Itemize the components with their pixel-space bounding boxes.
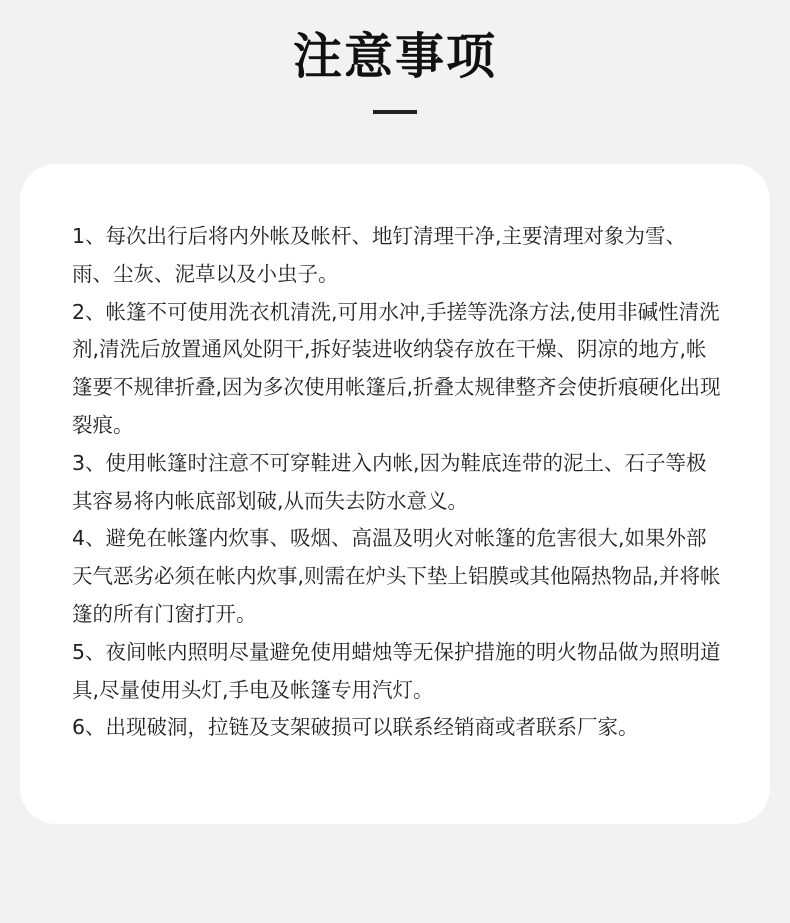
note-item-5: 5、夜间帐内照明尽量避免使用蜡烛等无保护措施的明火物品做为照明道具,尽量使用头灯,手电及帐篷专用汽灯。 xyxy=(72,639,721,702)
notes-list xyxy=(72,218,722,747)
title-underline xyxy=(373,110,417,114)
note-item-3: 3、使用帐篷时注意不可穿鞋进入内帐,因为鞋底连带的泥土、石子等极其容易将内帐底部划破,从而失去防水意义。 xyxy=(72,450,707,513)
page-title: 注意事项 xyxy=(292,28,497,85)
note-item-1: 1、每次出行后将内外帐及帐杆、地钉清理干净,主要清理对象为雪、雨、尘灰、泥草以及小虫子。 xyxy=(72,224,687,286)
note-item-4: 4、避免在帐篷内炊事、吸烟、高温及明火对帐篷的危害很大,如果外部天气恶劣必须在帐内炊事,则需在炉头下垫上铝膜或其他隔热物品,并将帐篷的所有门窗打开。 xyxy=(72,526,721,626)
note-item-2: 2、帐篷不可使用洗衣机清洗,可用水冲,手搓等洗涤方法,使用非碱性清洗剂,清洗后放置通风处阴干,拆好装进收纳袋存放在干燥、阴凉的地方,帐篷要不规律折叠,因为多次使用帐篷后,折叠太规律整齐会使折痕硬化出现裂痕。 xyxy=(72,299,721,437)
note-item-6: 6、出现破洞，拉链及支架破损可以联系经销商或者联系厂家。 xyxy=(72,715,639,740)
